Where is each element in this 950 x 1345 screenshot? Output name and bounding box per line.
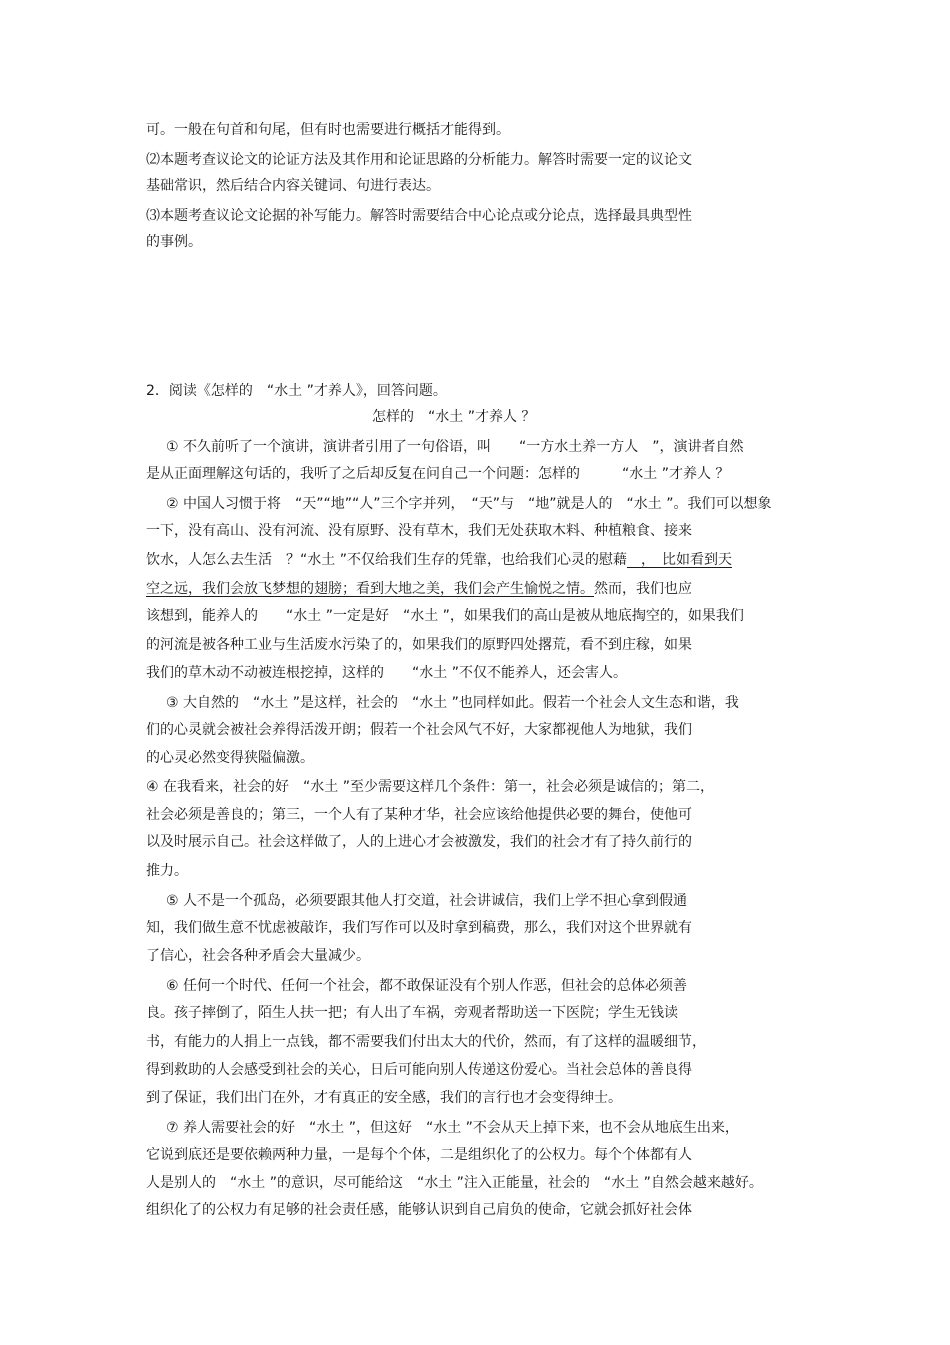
article-title: 怎样的 “水土 ”才养人 ？	[372, 409, 536, 425]
paragraph-line: ④ 在我看来，社会的好 “水土 ”至少需要这样几个条件：第一，社会必须是诚信的；第二，	[146, 779, 714, 795]
paragraph-text: 饮水，人怎么去生活 ？“水土 ”不仅给我们生存的凭靠，也给我们心灵的慰藉	[146, 552, 627, 568]
paragraph-line: 以及时展示自己。社会这样做了，人的上进心才会被激发，我们的社会才有了持久前行的	[146, 834, 692, 850]
paragraph-line: 该想到，能养人的 “水土 ”一定是好 “水土 ”，如果我们的高山是被从地底掏空的，如果我们	[146, 608, 744, 624]
paragraph-line: ② 中国人习惯于将 “天”“地”“人”三个字并列， “天”与 “地”就是人的 “水土 ”。我们可以想象	[166, 496, 772, 512]
paragraph-line: 它说到底还是要依赖两种力量，一是每个个体，二是组织化了的公权力。每个个体都有人	[146, 1147, 692, 1163]
text-line: 基础常识，然后结合内容关键词、句进行表达。	[146, 178, 440, 194]
paragraph-line: 一下，没有高山、没有河流、没有原野、没有草木，我们无处获取木料、种植粮食、接来	[146, 523, 692, 539]
text-line: 可。一般在句首和句尾，但有时也需要进行概括才能得到。	[146, 122, 510, 138]
paragraph-line: ③ 大自然的 “水土 ”是这样，社会的 “水土 ”也同样如此。假若一个社会人文生态和谐，我	[166, 695, 739, 711]
paragraph-line: ⑦ 养人需要社会的好 “水土 ”，但这好 “水土 ”不会从天上掉下来，也不会从地底生出来，	[166, 1120, 739, 1136]
text-line: ⑶本题考查议论文论据的补写能力。解答时需要结合中心论点或分论点，选择最具典型性	[146, 208, 692, 224]
text-line: 的事例。	[146, 234, 202, 250]
text-line: ⑵本题考查议论文的论证方法及其作用和论证思路的分析能力。解答时需要一定的议论文	[146, 152, 692, 168]
paragraph-line: 良。孩子摔倒了，陌生人扶一把；有人出了车祸，旁观者帮助送一下医院；学生无钱读	[146, 1005, 678, 1021]
paragraph-line: 我们的草木动不动被连根挖掉，这样的 “水土 ”不仅不能养人，还会害人。	[146, 665, 627, 681]
paragraph-line	[146, 551, 732, 569]
paragraph-line: 的河流是被各种工业与生活废水污染了的，如果我们的原野四处撂荒，看不到庄稼，如果	[146, 637, 692, 653]
paragraph-line: 的心灵必然变得狭隘偏激。	[146, 750, 314, 766]
paragraph-line: 得到救助的人会感受到社会的关心，日后可能向别人传递这份爱心。当社会总体的善良得	[146, 1062, 692, 1078]
paragraph-line: 是从正面理解这句话的，我听了之后却反复在问自己一个问题：怎样的 “水土 ”才养人 ？	[146, 466, 730, 482]
paragraph-line: 到了保证，我们出门在外，才有真正的安全感，我们的言行也才会变得绅士。	[146, 1090, 622, 1106]
paragraph-line: 书，有能力的人捐上一点钱，都不需要我们付出太大的代价，然而，有了这样的温暖细节，	[146, 1034, 706, 1050]
paragraph-line: 们的心灵就会被社会养得活泼开朗；假若一个社会风气不好，大家都视他人为地狱，我们	[146, 722, 692, 738]
paragraph-line: 知，我们做生意不忧虑被敲诈，我们写作可以及时拿到稿费，那么，我们对这个世界就有	[146, 920, 692, 936]
paragraph-line: ⑥ 任何一个时代、任何一个社会，都不敢保证没有个别人作恶，但社会的总体必须善	[166, 978, 687, 994]
paragraph-line: 推力。	[146, 863, 188, 879]
paragraph-text: 然而，我们也应	[594, 581, 692, 597]
paragraph-line: 人是别人的 “水土 ”的意识，尽可能给这 “水土 ”注入正能量，社会的 “水土 ”自然会越来越好。	[146, 1175, 763, 1191]
paragraph-line: 社会必须是善良的；第三，一个人有了某种才华，社会应该给他提供必要的舞台，使他可	[146, 807, 692, 823]
question-heading: 2．阅读《怎样的 “水土 ”才养人》，回答问题。	[146, 383, 447, 399]
paragraph-line: ① 不久前听了一个演讲，演讲者引用了一句俗语，叫 “一方水土养一方人 ”，演讲者自然	[166, 439, 744, 455]
paragraph-line: ⑤ 人不是一个孤岛，必须要跟其他人打交道，社会讲诚信，我们上学不担心拿到假通	[166, 893, 687, 909]
paragraph-line: 组织化了的公权力有足够的社会责任感，能够认识到自己肩负的使命，它就会抓好社会体	[146, 1202, 692, 1218]
underlined-text: ， 比如看到天	[626, 552, 732, 568]
paragraph-line: 了信心，社会各种矛盾会大量减少。	[146, 948, 370, 964]
paragraph-line	[146, 580, 692, 598]
underlined-text: 空之远，我们会放飞梦想的翅膀；看到大地之美，我们会产生愉悦之情。	[146, 581, 594, 597]
